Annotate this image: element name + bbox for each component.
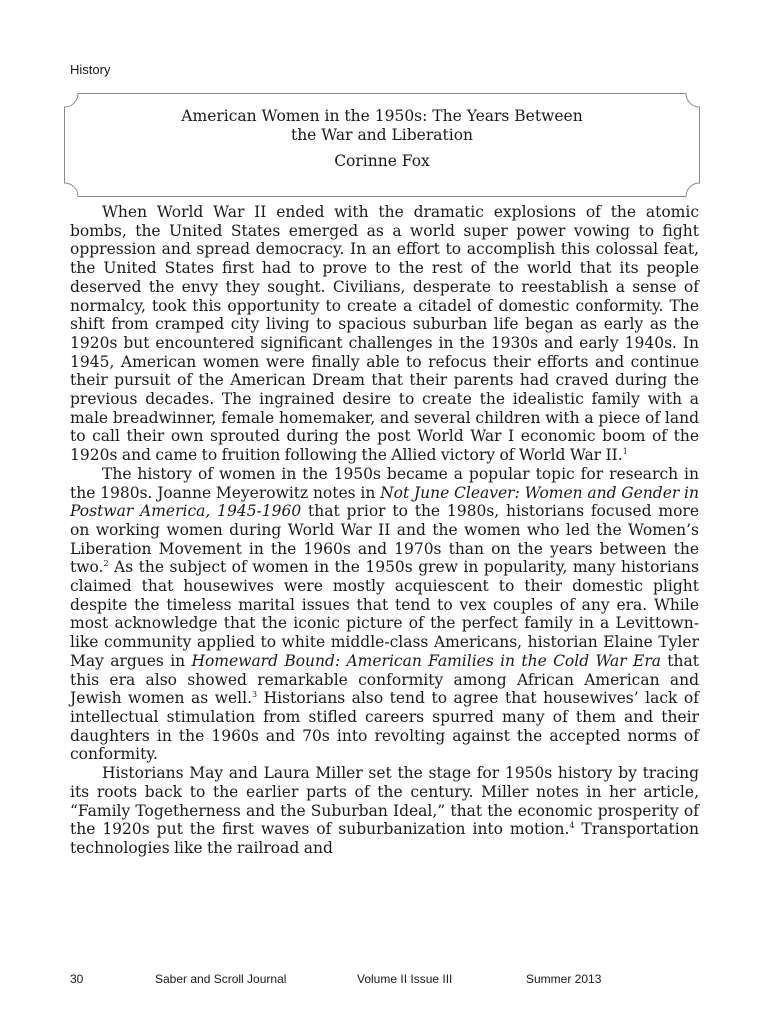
paragraph-2-text-e: Historians also tend to agree that housewives’ lack of intellectual stimulation from stifled careers spurred many of them and their daughters in the 1960s and 70s into revolting against the accepted norms of conformity.: [70, 689, 699, 764]
title-box: [64, 93, 700, 197]
book-title-1: Not June Cleaver: Women and Gender in Postwar America, 1945-1960: [70, 483, 699, 521]
volume-issue: Volume II Issue III: [357, 972, 453, 986]
paragraph-2: [70, 465, 699, 764]
paragraph-3-text-a: Historians May and Laura Miller set the stage for 1950s history by tracing its roots back to the earlier parts of the century. Miller notes in her article, “Family Togetherness and the Suburban Ideal,” that the economic prosperity of the 1920s put the first waves of suburbanization into motion.: [70, 764, 699, 839]
title-line-2: the War and Liberation: [290, 126, 474, 144]
paragraph-2-text-d: that this era also showed remarkable conformity among African American and Jewish women as well.: [70, 651, 699, 708]
paragraph-3: [70, 764, 699, 858]
issue-date: Summer 2013: [526, 972, 602, 986]
footnote-ref-1: 1: [622, 446, 628, 456]
page-number: 30: [70, 972, 84, 986]
article-title: [64, 107, 700, 171]
paragraph-1-text: When World War II ended with the dramatic explosions of the atomic bombs, the United States emerged as a world super power vowing to fight oppression and spread democracy. In an effort to accomplish this colossal feat, the United States first had to prove to the rest of the world that its people deserved the envy they sought. Civilians, desperate to reestablish a sense of normalcy, took this opportunity to create a citadel of domestic conformity. The shift from cramped city living to spacious suburban life began as early as the 1920s but encountered significant challenges in the 1930s and early 1940s. In 1945, American women were finally able to refocus their efforts and continue their pursuit of the American Dream that their parents had craved during the previous decades. The ingrained desire to create the idealistic family with a male breadwinner, female homemaker, and several children with a piece of land to call their own sprouted during the post World War I economic boom of the 1920s and came to fruition following the Allied victory of World War II.: [70, 203, 699, 465]
paragraph-2-text-c: As the subject of women in the 1950s grew in popularity, many historians claimed that housewives were mostly acquiescent to their domestic plight despite the timeless marital issues that tend to vex couples of any era. While most acknowledge that the iconic picture of the perfect family in a Levittown-like community applied to white middle-class Americans, historian Elaine Tyler May argues in: [70, 558, 699, 670]
title-line-1: American Women in the 1950s: The Years Between: [181, 107, 583, 125]
paragraph-2-text-a: The history of women in the 1950s became a popular topic for research in the 1980s. Joanne Meyerowitz notes in: [70, 464, 699, 502]
article-body: [70, 203, 699, 858]
footnote-ref-3: 3: [252, 690, 258, 700]
journal-name: Saber and Scroll Journal: [155, 972, 287, 986]
footnote-ref-4: 4: [569, 821, 575, 831]
author-name: Corinne Fox: [334, 152, 430, 170]
paragraph-2-text-b: that prior to the 1980s, historians focused more on working women during World War II and the women who led the Women’s Liberation Movement in the 1960s and 1970s than on the years between the two.: [70, 502, 700, 577]
paragraph-1: [70, 203, 699, 465]
paragraph-3-text-b: Transportation technologies like the railroad and: [70, 820, 699, 857]
footnote-ref-2: 2: [103, 559, 109, 569]
section-label: History: [70, 62, 111, 77]
book-title-2: Homeward Bound: American Families in the Cold War Era: [191, 651, 661, 670]
